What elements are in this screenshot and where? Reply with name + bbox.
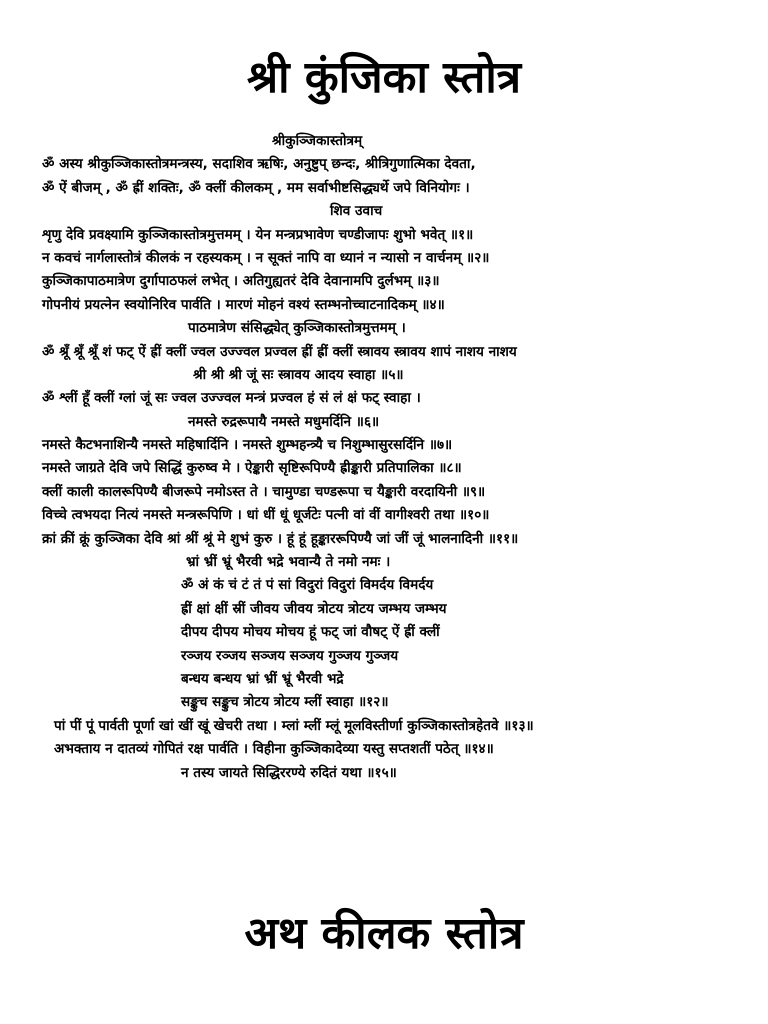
verse-line — [0, 551, 768, 574]
verse-line — [0, 481, 768, 504]
verse-line — [0, 762, 768, 785]
verse-line — [0, 294, 768, 317]
verse-line — [0, 224, 768, 247]
verse-line — [0, 247, 768, 270]
text-line: क्रां क्रीं क्रूं कुञ्जिका देवि श्रां श्रीं श्रूं मे शुभं कुरु । हूं हूं हूङ्काररूपिण्यै जां जीं जूं भालनादिनी ॥११॥ — [42, 530, 519, 547]
text-line: ॐ ऐं बीजम् , ॐ ह्रीं शक्तिः, ॐ क्लीं कीलकम् , मम सर्वाभीष्टसिद्ध्यर्थे जपे विनियोगः । — [42, 179, 470, 196]
verse-line — [0, 738, 768, 761]
mantra-line — [0, 668, 768, 691]
mantra-line — [0, 387, 768, 410]
mantra-line — [0, 574, 768, 597]
section-title: अथ कीलक स्तोत्र — [244, 908, 524, 959]
text-line: ह्रीं क्षां क्षीं स्रीं जीवय जीवय त्रोटय त्रोटय जम्भय जम्भय — [181, 600, 447, 617]
text-line: ॐ अस्य श्रीकुञ्जिकास्तोत्रमन्त्रस्य, सदाशिव ऋषिः, अनुष्टुप् छन्दः, श्रीत्रिगुणात्मिका देवता, — [42, 156, 476, 173]
verse-line — [0, 317, 768, 340]
text-line: भ्रां भ्रीं भ्रूं भैरवी भद्रे भवान्यै ते नमो नमः । — [186, 554, 391, 571]
heading-line — [0, 200, 768, 223]
viniyoga-line — [0, 153, 768, 176]
text-line: दीपय दीपय मोचय मोचय हूं फट् जां वौषट् ऐं ह्रीं क्लीं — [181, 624, 440, 641]
text-line: बन्धय बन्धय भ्रां भ्रीं भ्रूं भैरवी भद्रे — [181, 670, 344, 687]
text-line: अभक्ताय न दातव्यं गोपितं रक्ष पार्वति । विहीना कुञ्जिकादेव्या यस्तु सप्तशतीं पठेत् ॥१४॥ — [54, 741, 494, 758]
text-line: रञ्जय रञ्जय सञ्जय सञ्जय गुञ्जय गुञ्जय — [181, 647, 399, 664]
text-line: कुञ्जिकापाठमात्रेण दुर्गापाठफलं लभेत् । अतिगुह्यतरं देवि देवानामपि दुर्लभम् ॥३॥ — [42, 273, 440, 290]
text-line: ॐ श्रूँ श्रूँ श्रूँ शं फट् ऐं ह्रीं क्लीं ज्वल उज्ज्वल प्रज्वल ह्रीं ह्रीं क्लीं स्त्रावय स्त्रावय शापं नाशय नाशय — [42, 343, 517, 360]
text-line: नमस्ते कैटभनाशिन्यै नमस्ते महिषार्दिनि । नमस्ते शुम्भहन्त्र्यै च निशुम्भासुरसर्दिनि ॥७॥ — [42, 437, 453, 454]
mantra-line — [0, 341, 768, 364]
text-line: गोपनीयं प्रयत्नेन स्वयोनिरिव पार्वति । मारणं मोहनं वश्यं स्तम्भनोच्चाटनादिकम् ॥४॥ — [42, 296, 445, 313]
text-line: विच्चे त्वभयदा नित्यं नमस्ते मन्त्ररूपिणि । धां धीं धूं धूर्जटेः पत्नी वां वीं वागीश्वरी तथा ॥१०॥ — [42, 507, 490, 524]
verse-line — [0, 457, 768, 480]
mantra-line — [0, 691, 768, 714]
viniyoga-line — [0, 177, 768, 200]
text-line: न तस्य जायते सिद्धिररण्ये रुदितं यथा ॥१५॥ — [181, 764, 397, 781]
text-line: श्री श्री श्री जूं सः स्त्रावय आदय स्वाहा ॥५॥ — [193, 366, 404, 383]
mantra-line — [0, 621, 768, 644]
mantra-line — [0, 364, 768, 387]
text-line: न कवचं नार्गलास्तोत्रं कीलकं न रहस्यकम् । न सूक्तं नापि वा ध्यानं न न्यासो न वार्चनम् ॥२॥ — [42, 249, 490, 266]
text-line: पाठमात्रेण संसिद्ध्येत् कुञ्जिकास्तोत्रमुत्तमम् । — [188, 320, 406, 337]
text-line: सङ्कुच सङ्कुच त्रोटय त्रोटय म्लीं स्वाहा ॥१२॥ — [181, 694, 389, 711]
text-line: पां पीं पूं पार्वती पूर्णा खां खीं खूं खेचरी तथा । म्लां म्लीं म्लूं मूलविस्तीर्णा कुञ्जिकास्तोत्रहेतवे ॥१३॥ — [54, 717, 534, 734]
text-line: क्लीं काली कालरूपिण्यै बीजरूपे नमोऽस्त ते । चामुण्डा चण्डरूपा च यैङ्कारी वरदायिनी ॥९॥ — [42, 483, 486, 500]
text-line: शृणु देवि प्रवक्ष्यामि कुञ्जिकास्तोत्रमुत्तमम् । येन मन्त्रप्रभावेण चण्डीजापः शुभो भवेत् ॥१॥ — [42, 226, 474, 243]
mantra-line — [0, 598, 768, 621]
text-line: नमस्ते जाग्रते देवि जपे सिद्धिं कुरुष्व मे । ऐङ्कारी सृष्टिरूपिण्यै ह्रीङ्कारी प्रतिपालिका ॥८॥ — [42, 460, 462, 477]
text-line: नमस्ते रुद्ररूपायै नमस्ते मधुमर्दिनि ॥६॥ — [188, 413, 380, 430]
heading-line — [0, 130, 768, 153]
verse-line — [0, 715, 768, 738]
text-line: ॐ अं कं चं टं तं पं सां विदुरां विदुरां विमर्दय विमर्दय — [181, 577, 434, 594]
verse-line — [0, 434, 768, 457]
verse-line — [0, 528, 768, 551]
stotra-body — [0, 130, 768, 785]
verse-line — [0, 270, 768, 293]
text-line: श्रीकुञ्जिकास्तोत्रम् — [272, 133, 363, 149]
verse-line — [0, 411, 768, 434]
mantra-line — [0, 645, 768, 668]
verse-line — [0, 504, 768, 527]
page-title: श्री कुंजिका स्तोत्र — [246, 52, 522, 103]
text-line: ॐ श्लीं हूँ क्लीं ग्लां जूं सः ज्वल उज्ज्वल मन्त्रं प्रज्वल हं सं लं क्षं फट् स्वाहा । — [42, 390, 421, 407]
text-line: शिव उवाच — [330, 203, 383, 220]
